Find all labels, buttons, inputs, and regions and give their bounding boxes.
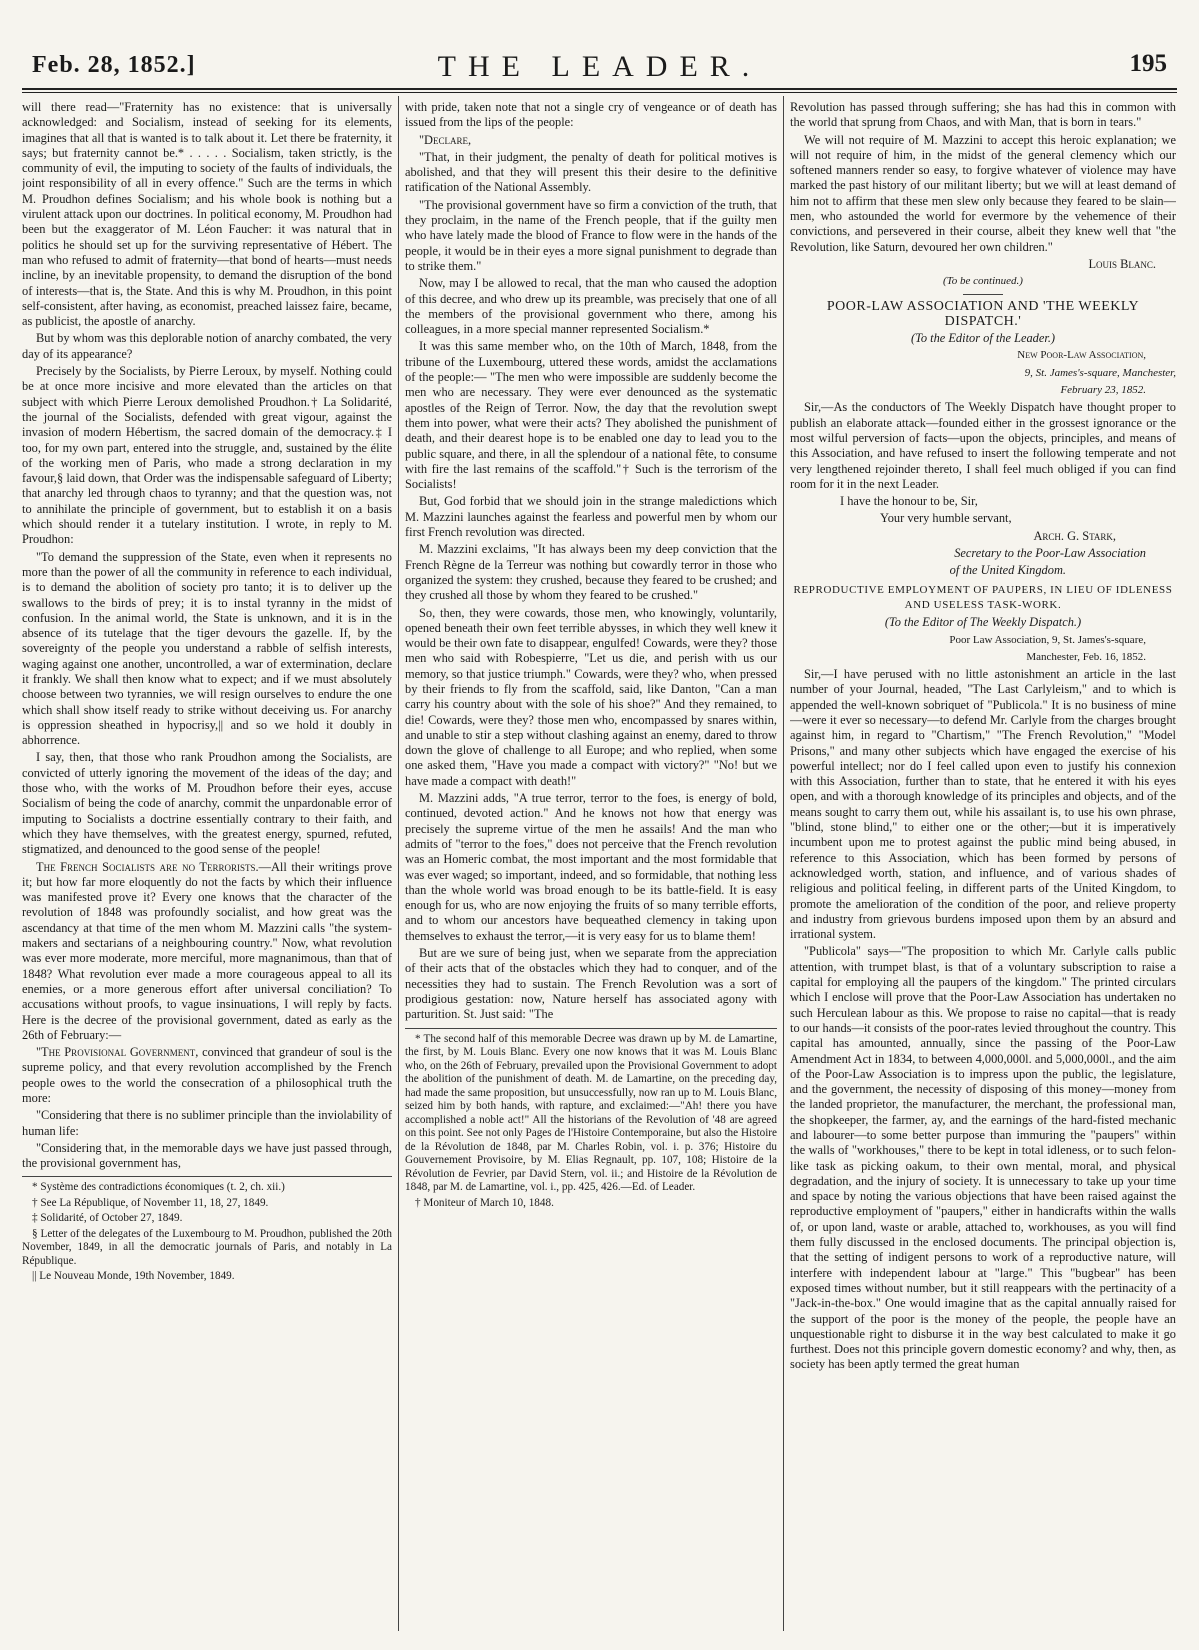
paragraph: "That, in their judgment, the penalty of death for political motives is abolished, and that they will present this their desire to the definitive ratification of the National Assembly. (405, 149, 777, 195)
paragraph: "Declare, (419, 132, 472, 147)
column-2 (405, 100, 777, 1630)
footnote: * Système des contradictions économiques (t. 2, ch. xii.) (32, 1181, 285, 1194)
signatory-title: Secretary to the Poor-Law Association (954, 546, 1146, 561)
letter-paragraph: Sir,—As the conductors of The Weekly Dispatch have thought proper to publish an elaborate attack—founded either in the grossest ignorance or the most wilful perversion of facts—upon the objects, principles, and means of this Association, and have refused to insert the following temperate and not very lengthened rejoinder thereto, I shall feel much obliged if you can find room for it in the next Leader. (790, 400, 1176, 491)
paragraph: M. Mazzini adds, "A true terror, terror to the foes, is energy of bold, continued, devoted action." And he knows not how that energy was precisely the supreme virtue of the men he assails! And the man who admits of "terror to the foes," does not perceive that the French revolution was an Homeric combat, the most important and the most formidable that was ever waged; so important, indeed, and so formidable, that nothing less than the whole world was broad enough to be its battle-field. It is easy enough for us, who are now enjoying the fruits of so many terrible efforts, and to whom our ancestors have bequeathed clemency in taking upon themselves to exhaust the terror,—it is very easy for us to blame them! (405, 791, 777, 943)
issue-date: Feb. 28, 1852.] (32, 52, 196, 78)
paragraph: Precisely by the Socialists, by Pierre Leroux, by myself. Nothing could be at once more incisive and more elevated than the articles on that subject with which Pierre Leroux demolished Proudhon.† La Solidarité, the journal of the Socialists, defended with great vigour, against the invasion of modern Hébertism, the sacred domain of the democracy.‡ I too, for my own part, entered into the struggle, and, sustained by the élite of the working men of Paris, who made a strong declaration in my favour,§ laid down, that Order was the indispensable safeguard of Liberty; that anarchy led through chaos to tyranny; and that the question was, not to annihilate the principle of government, but to establish it on a basis which should render it a tutelary institution. I wrote, in reply to M. Proudhon: (22, 364, 392, 547)
signatory: Arch. G. Stark, (1033, 528, 1116, 543)
footnote: ‡ Solidarité, of October 27, 1849. (32, 1212, 183, 1225)
paragraph: But, God forbid that we should join in the strange maledictions which M. Mazzini launches against the fearless and powerful men by whom our first French revolution was directed. (405, 494, 777, 540)
footnotes (22, 1181, 392, 1284)
address-line: February 23, 1852. (1060, 384, 1146, 397)
article-heading: POOR-LAW ASSOCIATION AND 'THE WEEKLY DISPATCH.' (826, 298, 1140, 329)
paragraph: I say, then, that those who rank Proudhon among the Socialists, are convicted of utterly ignoring the movement of the ideas of the day; and those who, with the works of M. Proudhon before their eyes, accuse Socialism of being the code of anarchy, commit the unpardonable error of imputing to Socialists a doctrine essentially contrary to their faith, and which they have themselves, with the greatest energy, spurned, refuted, stigmatized, and denounced to the good sense of the people! (22, 750, 392, 857)
footnote-rule (405, 1028, 777, 1029)
paragraph (22, 860, 392, 1044)
article-subheading: REPRODUCTIVE EMPLOYMENT OF PAUPERS, IN LIEU OF IDLENESS AND USELESS TASK-WORK. (793, 583, 1173, 611)
paragraph: with pride, taken note that not a single cry of vengeance or of death has issued from the lips of the people: (405, 100, 777, 130)
signatory-title: of the United Kingdom. (949, 563, 1066, 578)
paragraph (22, 1045, 392, 1106)
paragraph-text: —All their writings prove it; but how far more eloquently do not the facts by which their influence was manifested prove it? Every one knows that the character of the revolution of 1848 was profoundly socialist, and how great was the ascendancy at that time of the men whom M. Mazzini calls "the system-makers and sectarians of a neighbouring country." Now, what revolution was ever more moderate, more merciful, more magnanimous, than that of 1848? What revolution ever made a more courageous appeal to all its enemies, or a more generous effort after universal conciliation? To accusations without proofs, to vague insinuations, I will reply by facts. Here is the decree of the provisional government, dated as early as the 26th of February:— (22, 859, 392, 1042)
to-editor-line: (To the Editor of the Leader.) (910, 331, 1056, 346)
paragraph: So, then, they were cowards, those men, who knowingly, voluntarily, opened beneath their own feet terrible abysses, in which they well knew it would be their own fate to disappear, engulfed! Cowards, were they? those men who said with Robespierre, "Let us die, and perish with us our memory, so that justice triumph." Cowards, were they? who, when pressed by their friends to fly from the scaffold, said, like Danton, "Can a man carry his country about with the sole of his shoe?" And they remained, to die! Cowards, were they? those men who, encompassed by snares within, and unable to stir a step without clashing against an enemy, dared to throw down the glove of challenge to all Europe; and who replied, when some one asked them, "Have you made a compact with victory?" "No! but we have made a compact with death!" (405, 605, 777, 788)
closing-line: Your very humble servant, (880, 511, 1012, 526)
continued-note: (To be continued.) (943, 275, 1023, 288)
paragraph: "The provisional government have so firm a conviction of the truth, that they proclaim, in the name of the French people, that if the guilty men who have lately made the blood of France to flow were in the hands of the people, it would be in their eyes a more signal punishment to degrade than to strike them." (405, 197, 777, 273)
footnote: || Le Nouveau Monde, 19th November, 1849. (32, 1270, 235, 1283)
address-line: 9, St. James's-square, Manchester, (1024, 366, 1176, 379)
paragraph-text: convinced that grandeur of soul is the supreme policy, and that every revolution accomplished by the French people owes to the world the consecration of a philosophical truth the more: (22, 1045, 392, 1105)
paragraph: But are we sure of being just, when we separate from the appreciation of their acts that of the obstacles which they had to conquer, and of the necessities they had to sustain. The French Revolution was a sort of prodigious gestation: now, Nature herself has associated agony with parturition. St. Just said: "The (405, 946, 777, 1022)
address-line: Poor Law Association, 9, St. James's-square, (949, 633, 1146, 646)
closing-line: I have the honour to be, Sir, (840, 494, 978, 509)
to-editor-line: (To the Editor of The Weekly Dispatch.) (884, 615, 1082, 630)
separator (963, 294, 1003, 295)
masthead (22, 48, 1177, 86)
footnote: § Letter of the delegates of the Luxembourg to M. Proudhon, published the 20th November, 1849, in all the democratic journals of Paris, and notably in La République. (22, 1227, 392, 1267)
quotation: "To demand the suppression of the State, even when it represents no more than the power of all the community in reference to each individual, is to demand the abolition of society pro tanto; it is to deliver up the swallows to the birds of prey; it is to instal tyranny in the midst of confusion. In the animal world, the State is unknown, and it is in the absence of its tutelage that the tiger devours the gazelle. If, by the sovereignty of the people you understand a rabble of selfish interests, waging against one another, uncontrolled, a war of extermination, declare it frankly. We shall then know what to expect; and if we must absolutely choose between two tyrannies, we will resign ourselves to endure the one which shall show itself ready to strike without deceiving us. For anarchy is oppression sheathed in hypocrisy,|| and so we hold it doubly in abhorrence. (22, 549, 392, 748)
column-3 (790, 100, 1176, 1630)
masthead-rule-thin (22, 92, 1177, 93)
paragraph: It was this same member who, on the 10th of March, 1848, from the tribune of the Luxembourg, uttered these words, amidst the acclamations of the people:— "The men who were impossible are suddenly become the men who are necessary. They were ever denounced as the systematic apostles of the Reign of Terror. Now, the day that the revolution swept them into power, what were their acts? They abolished the punishment of death, and their dearest hope is to be enabled one day to lead you to the public square, and there, in all the splendour of a national fête, to consume with fire the last remains of the scaffold."† Such is the terrorism of the Socialists! (405, 339, 777, 492)
paragraph: M. Mazzini exclaims, "It has always been my deep conviction that the French Règne de la Terreur was nothing but cowardly terror in those who organized the system: they crushed, because they feared to be crushed; and they crushed all those by whom they feared to be crushed." (405, 542, 777, 603)
masthead-rule (22, 88, 1177, 90)
column-divider (783, 96, 784, 1631)
newspaper-title: THE LEADER. (437, 50, 762, 83)
paragraph: Now, may I be allowed to recal, that the man who caused the adoption of this decree, and who drew up its preamble, was precisely that one of all the members of the provisional government who there, among his colleagues, in a more special manner represented Socialism.* (405, 276, 777, 337)
letter-paragraph: "Publicola" says—"The proposition to which Mr. Carlyle calls public attention, with trumpet blast, is that of a voluntary subscription to raise a capital for employing all the paupers of the kingdom." The printed circulars which I enclose will prove that the Poor-Law Association has undertaken no such Herculean labour as this. We propose to raise no capital—that is ready to our hands—it consists of the poor-rates levied throughout the country. This capital has amounted, annually, since the passing of the Poor-Law Amendment Act in 1834, to between 4,000,000l. and 5,000,000l., and the aim of the Poor-Law Association is to impress upon the public, the legislature, and the government, the necessity of disposing of this money—money from the landed proprietor, the manufacturer, the merchant, the professional man, the shopkeeper, the farmer, ay, and the earnings of the hard-fisted mechanic and labourer—to some better purpose than immuring the "paupers" within the walls of "workhouses," there to be kept in total idleness, or to such felon-like task as picking oakum, to their own mental, moral, and physical degradation, and the injury of society. It is unnecessary to take up your time and space by noting the various objections that have been raised against the reproductive employment of "paupers," either in handicrafts within the walls of, or upon land, waste or arable, attached to, workhouses, as you will find them fully discussed in the enclosed documents. The principal objection is, that the setting of indigent persons to work of a reproductive nature, will interfere with independent labour at "large." This "bugbear" has been exposed times without number, but it still reappears with the pertinacity of a "Jack-in-the-box." One would imagine that as the capital annually raised for the support of the poor is the money of the people, the people have an unquestionable right to disburse it in the way best calculated to make it go furthest. Does not this principle govern domestic economy? and why, then, as society has been aptly termed the great human (790, 944, 1176, 1372)
column-1 (22, 100, 392, 1630)
address-line: New Poor-Law Association, (1017, 349, 1146, 362)
footnote: † Moniteur of March 10, 1848. (415, 1196, 554, 1209)
paragraph: will there read—"Fraternity has no existence: that is universally acknowledged: and Socialism, instead of seeking for its elements, imagines that all that is wanted is to talk about it. Let there be fraternity, it says; but fraternity cannot be.* . . . . . Socialism, taken strictly, is the community of evil, the imputing to society of the faults of individuals, the joint responsibility of all in every offence." Such are the terms in which M. Proudhon defines Socialism; and his whole book is nothing but a virulent attack upon our doctrines. In political economy, M. Proudhon had been but the exaggerator of M. Léon Faucher: it was natural that in politics he should set up for the surviving representative of Hébert. The man who refused to admit of fraternity—that bond of hearts—must needs incline, by an inevitable propensity, to demand the disruption of the bond of interests—that is, the State. And this is why M. Proudhon, in this point self-consistent, after having, as economist, preached laissez faire, became, as publicist, the apostle of anarchy. (22, 100, 392, 329)
footnote-rule (22, 1176, 392, 1177)
paragraph: "Considering that there is no sublimer principle than the inviolability of human life: (22, 1108, 392, 1138)
footnote: † See La République, of November 11, 18, 27, 1849. (32, 1196, 269, 1209)
section-lead: "The Provisional Government, (36, 1045, 199, 1060)
author-signature: Louis Blanc. (1088, 256, 1156, 271)
footnote: * The second half of this memorable Decree was drawn up by M. de Lamartine, the first, by M. Louis Blanc. Every one now knows that it was M. Louis Blanc who, on the 26th of February, prevailed upon the Provisional Government to adopt the abolition of the punishment of death. M. de Lamartine, on the preceding day, had made the same proposition, but unsuccessfully, now ran up to M. Louis Blanc, seized him by both hands, with rapture, and exclaimed:—"Ah! there you have accomplished a noble act!" All the historians of the Revolution of '48 are agreed on this point. See not only Pages de l'Histoire Contemporaine, but also the Histoire de la Révolution de 1848, par M. Charles Robin, vol. i. p. 376; Histoire du Gouvernement Provisoire, by M. Elias Regnault, pp. 107, 108; Histoire de la Révolution de Fevrier, par David Stern, vol. ii.; and Histoire de la Révolution de 1848, par M. de Lamartine, vol. i., pp. 425, 426.—Ed. of Leader. (405, 1032, 777, 1194)
section-lead: The French Socialists are no Terrorists. (36, 859, 259, 874)
paragraph: We will not require of M. Mazzini to accept this heroic explanation; we will not require of him, in the midst of the general clemency which our softened manners render so easy, to forgive whatever of violence may have marked the past history of our militant liberty; but we will at least demand of him not to affirm that these men slew only because they feared to be slain—men, who astounded the world for evermore by the vehemence of their convictions, and persevered in their course, albeit they knew well that "the Revolution, like Saturn, devoured her own children." (790, 132, 1176, 254)
paragraph: Revolution has passed through suffering; she has had this in common with the world that sprung from Chaos, and with Man, that is born in tears." (790, 100, 1176, 130)
address-line: Manchester, Feb. 16, 1852. (1026, 650, 1146, 663)
letter-paragraph: Sir,—I have perused with no little astonishment an article in the last number of your Journal, headed, "The Last Carlyleism," and to which is appended the well-known sobriquet of "Publicola." It is no business of mine—were it ever so necessary—to defend Mr. Carlyle from the charges brought against him, in regard to "Chartism," "The French Revolution," "Model Prisons," and many other subjects which have engaged the exercise of his powerful intellect; nor do I feel called upon even to justify his connexion with this Association, further than to state, that he entered it with his eyes open, and with a thorough knowledge of its principles and objects, and of the means sought to carry them out, while his assailant is, to use his own phrase, "blind, stone blind," to either one or the other;—but it is imperatively incumbent upon me to protest against the public mind being abused, in reference to this Association, which has been formed by persons of acknowledged worth, station, and influence, and of various shades of religious and political feeling, in different parts of the United Kingdom, to promote the amelioration of the condition of the poor, and relieve property and industry from grievous burdens imposed upon them by an absurd and irrational system. (790, 667, 1176, 942)
footnotes (405, 1033, 777, 1211)
paragraph: But by whom was this deplorable notion of anarchy combated, the very day of its appearance? (22, 331, 392, 361)
page-number: 195 (1129, 50, 1167, 77)
column-divider (398, 96, 399, 1631)
paragraph: "Considering that, in the memorable days we have just passed through, the provisional government has, (22, 1140, 392, 1171)
